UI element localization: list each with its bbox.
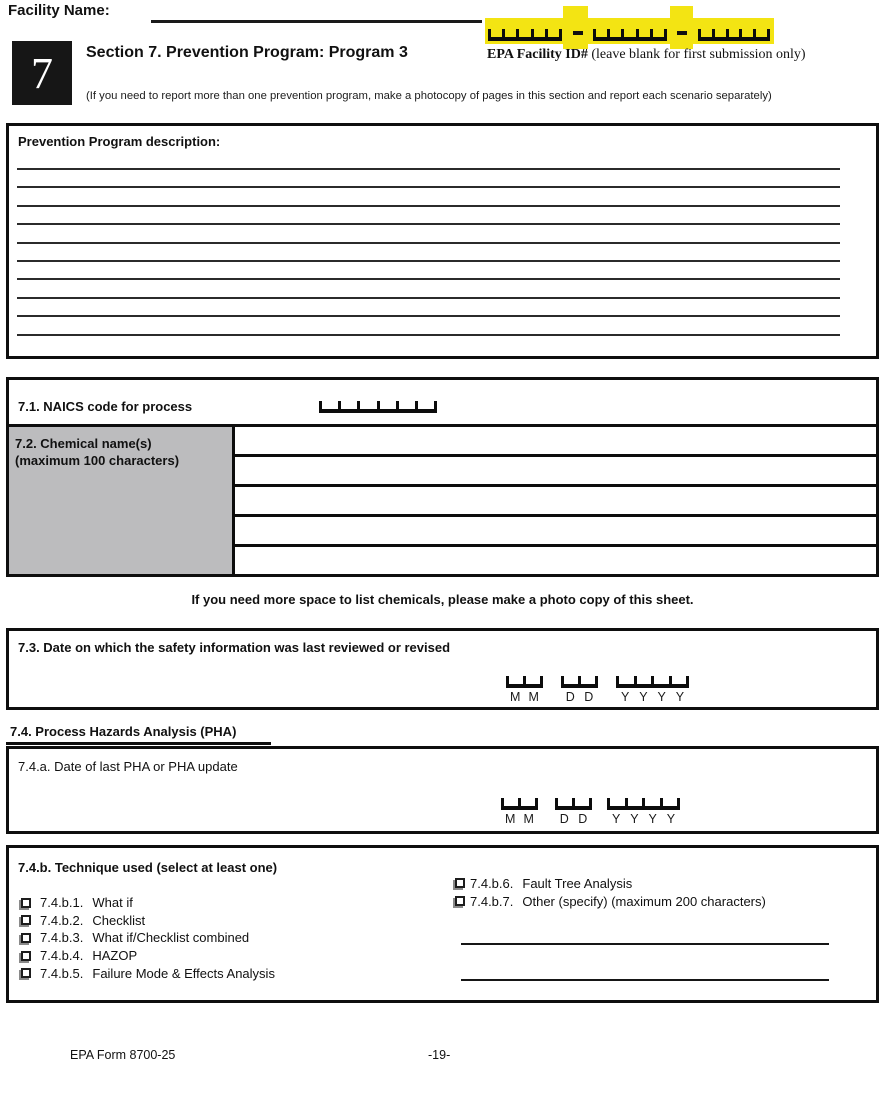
option-what-if[interactable]: 7.4.b.1. What if bbox=[21, 894, 275, 912]
day-letters: D D bbox=[559, 812, 588, 826]
write-line[interactable] bbox=[17, 205, 840, 207]
year-letters: Y Y Y Y bbox=[611, 812, 676, 826]
other-specify-line-1[interactable] bbox=[461, 943, 829, 945]
q73-day-field[interactable] bbox=[561, 676, 598, 704]
checkbox-icon[interactable] bbox=[21, 898, 31, 908]
day-comb[interactable] bbox=[555, 798, 592, 810]
epa-id-caption-bold: EPA Facility ID# bbox=[487, 47, 588, 62]
q72-chemical-table bbox=[6, 424, 879, 577]
facility-name-label: Facility Name: bbox=[8, 2, 110, 19]
q74a-label: 7.4.a. Date of last PHA or PHA update bbox=[18, 759, 238, 774]
q71-naics-box bbox=[6, 377, 879, 424]
more-space-note: If you need more space to list chemicals, please make a photo copy of this sheet. bbox=[191, 592, 694, 607]
section-number: 7 bbox=[31, 48, 53, 98]
highlight-bump bbox=[670, 6, 693, 49]
write-line[interactable] bbox=[17, 223, 840, 225]
q74-underline bbox=[6, 742, 271, 745]
section-photocopy-note: (If you need to report more than one prevention program, make a photocopy of pages in this section and report each scenario separately) bbox=[86, 90, 772, 102]
day-letters: D D bbox=[565, 690, 594, 704]
write-line[interactable] bbox=[17, 186, 840, 188]
option-checklist[interactable]: 7.4.b.2. Checklist bbox=[21, 912, 275, 930]
q72-label-line2: (maximum 100 characters) bbox=[15, 453, 180, 468]
q74a-date-box bbox=[6, 746, 879, 834]
year-letters: Y Y Y Y bbox=[620, 690, 685, 704]
q74a-year-field[interactable] bbox=[607, 798, 680, 826]
write-line[interactable] bbox=[17, 242, 840, 244]
epa-id-comb-group-2[interactable] bbox=[593, 29, 667, 41]
q72-label-line1: 7.2. Chemical name(s) bbox=[15, 436, 152, 451]
write-line[interactable] bbox=[17, 315, 840, 317]
checkbox-icon[interactable] bbox=[455, 878, 465, 888]
technique-options-right bbox=[455, 874, 766, 910]
technique-options-left bbox=[21, 894, 275, 982]
month-comb[interactable] bbox=[501, 798, 538, 810]
q73-date-box bbox=[6, 628, 879, 710]
checkbox-icon[interactable] bbox=[455, 896, 465, 906]
q72-rows bbox=[235, 427, 876, 574]
description-label: Prevention Program description: bbox=[18, 134, 221, 149]
highlight-bump bbox=[563, 6, 588, 49]
q74b-label: 7.4.b. Technique used (select at least one) bbox=[18, 860, 278, 875]
chemical-name-row[interactable] bbox=[235, 517, 876, 547]
year-comb[interactable] bbox=[616, 676, 689, 688]
month-letters: M M bbox=[510, 690, 539, 704]
checkbox-icon[interactable] bbox=[21, 915, 31, 925]
write-line[interactable] bbox=[17, 297, 840, 299]
epa-id-caption bbox=[487, 47, 806, 63]
epa-id-dash bbox=[677, 31, 687, 35]
write-line[interactable] bbox=[17, 168, 840, 170]
option-failure-mode[interactable]: 7.4.b.5. Failure Mode & Effects Analysis bbox=[21, 964, 275, 982]
month-letters: M M bbox=[505, 812, 534, 826]
option-hazop[interactable]: 7.4.b.4. HAZOP bbox=[21, 947, 275, 965]
form-number: EPA Form 8700-25 bbox=[70, 1048, 176, 1062]
epa-id-dash bbox=[573, 31, 583, 35]
write-line[interactable] bbox=[17, 278, 840, 280]
q73-label: 7.3. Date on which the safety information was last reviewed or revised bbox=[18, 640, 451, 655]
chemical-name-row[interactable] bbox=[235, 547, 876, 574]
chemical-name-row[interactable] bbox=[235, 427, 876, 457]
epa-facility-id-field[interactable] bbox=[483, 4, 779, 50]
q74a-month-field[interactable] bbox=[501, 798, 538, 826]
checkbox-icon[interactable] bbox=[21, 933, 31, 943]
q71-label: 7.1. NAICS code for process bbox=[18, 399, 193, 414]
write-line[interactable] bbox=[17, 260, 840, 262]
section-title: Section 7. Prevention Program: Program 3 bbox=[86, 44, 408, 61]
section-number-box bbox=[12, 41, 72, 105]
q72-header-cell bbox=[9, 427, 235, 574]
checkbox-icon[interactable] bbox=[21, 951, 31, 961]
facility-name-blank-line[interactable] bbox=[151, 20, 482, 23]
month-comb[interactable] bbox=[506, 676, 543, 688]
q73-year-field[interactable] bbox=[616, 676, 689, 704]
q73-month-field[interactable] bbox=[506, 676, 543, 704]
option-fault-tree[interactable]: 7.4.b.6. Fault Tree Analysis bbox=[455, 874, 766, 892]
q74a-day-field[interactable] bbox=[555, 798, 592, 826]
checkbox-icon[interactable] bbox=[21, 968, 31, 978]
option-other[interactable]: 7.4.b.7. Other (specify) (maximum 200 characters) bbox=[455, 892, 766, 910]
chemical-name-row[interactable] bbox=[235, 457, 876, 487]
year-comb[interactable] bbox=[607, 798, 680, 810]
q74-label: 7.4. Process Hazards Analysis (PHA) bbox=[10, 724, 237, 739]
prevention-program-description-box bbox=[6, 123, 879, 359]
option-what-if-checklist[interactable]: 7.4.b.3. What if/Checklist combined bbox=[21, 929, 275, 947]
page-number: -19- bbox=[428, 1048, 451, 1062]
description-write-lines[interactable] bbox=[17, 168, 840, 352]
q74b-technique-box bbox=[6, 845, 879, 1003]
epa-id-comb-group-1[interactable] bbox=[488, 29, 562, 41]
day-comb[interactable] bbox=[561, 676, 598, 688]
epa-id-caption-rest: (leave blank for first submission only) bbox=[587, 47, 806, 62]
epa-id-comb-group-3[interactable] bbox=[698, 29, 770, 41]
write-line[interactable] bbox=[17, 334, 840, 336]
other-specify-line-2[interactable] bbox=[461, 979, 829, 981]
naics-code-comb[interactable] bbox=[319, 401, 437, 413]
chemical-name-row[interactable] bbox=[235, 487, 876, 517]
